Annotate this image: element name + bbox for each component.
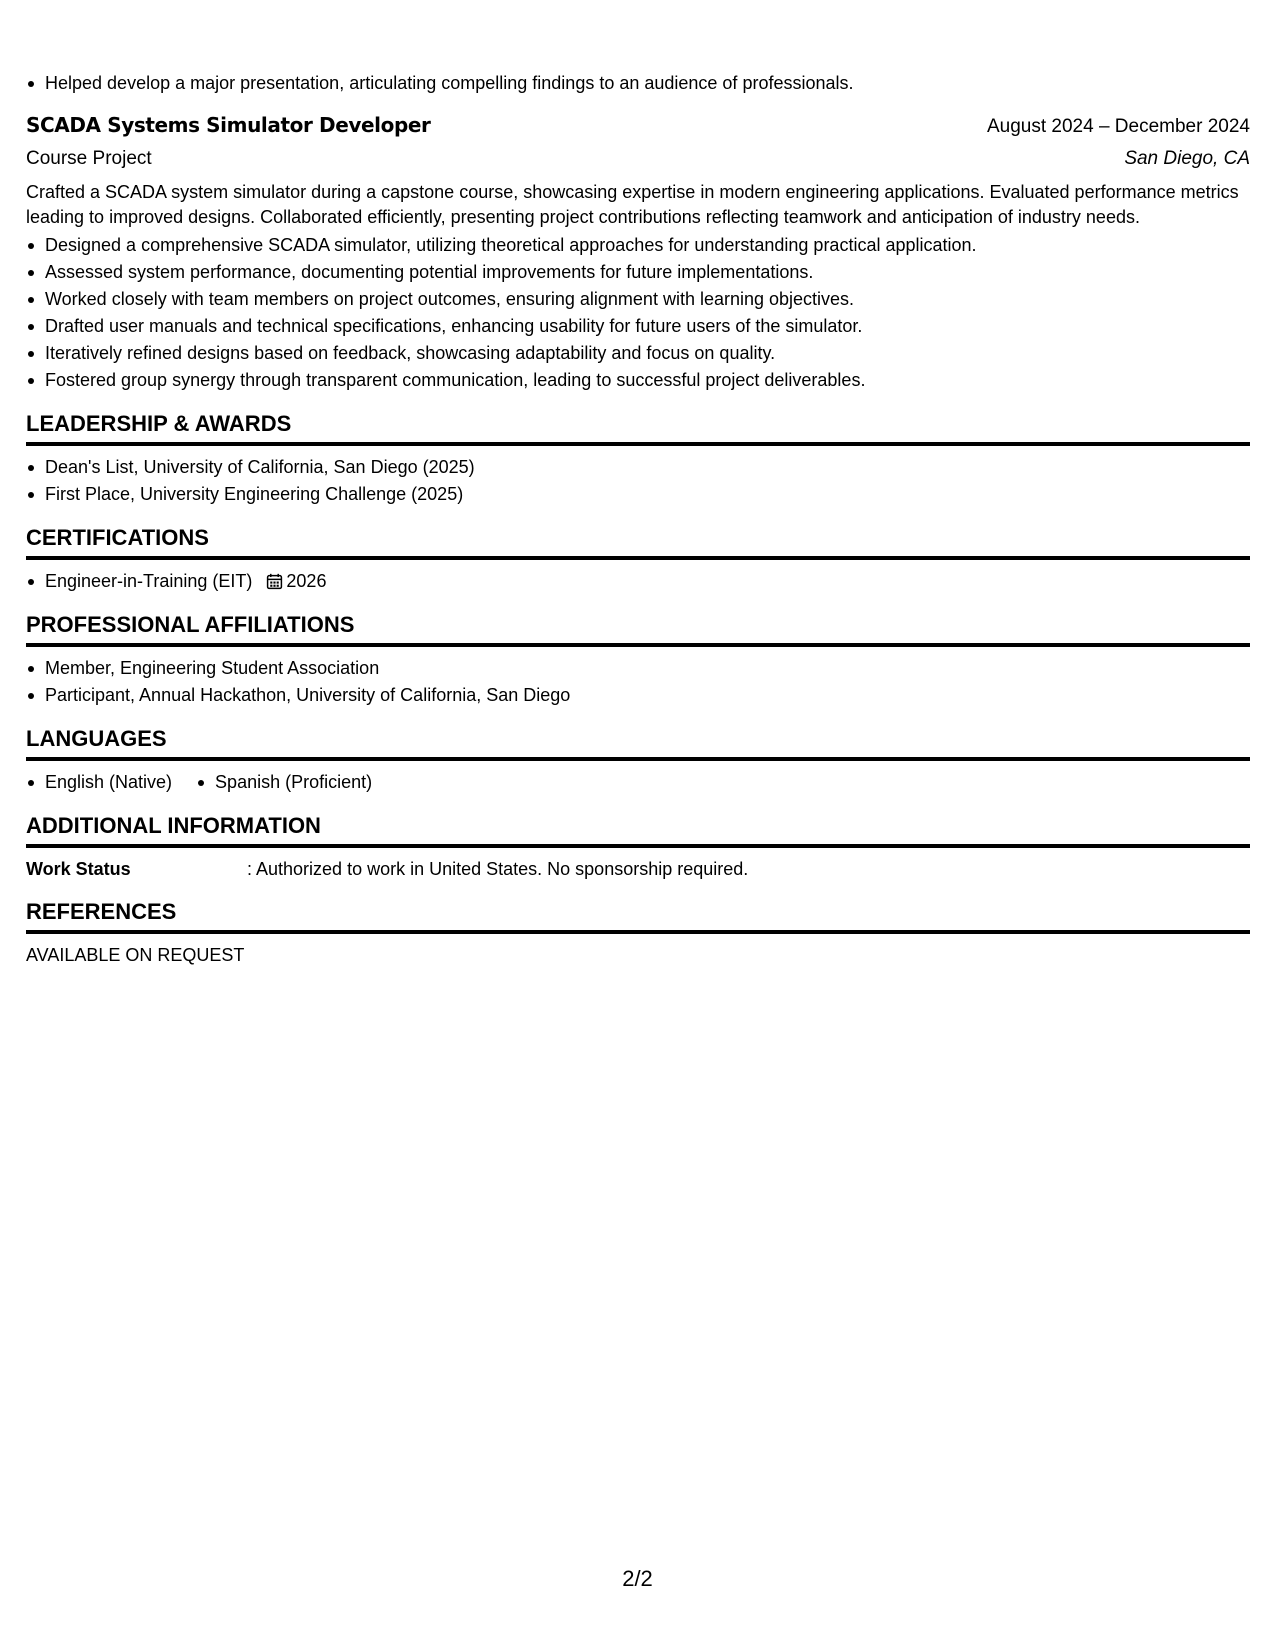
affiliations-list	[26, 655, 1250, 709]
list-item: Worked closely with team members on project outcomes, ensuring alignment with learning objectives.	[26, 286, 1250, 313]
list-item: Helped develop a major presentation, articulating compelling findings to an audience of professionals.	[26, 70, 1250, 97]
job-description: Crafted a SCADA system simulator during a capstone course, showcasing expertise in modern engineering applications. Evaluated performance metrics leading to improved designs. Collaborated efficiently, presenting project contributions reflecting teamwork and anticipation of industry needs.	[26, 182, 1239, 227]
page-number: 2/2	[622, 1566, 653, 1591]
list-item: Member, Engineering Student Association	[26, 655, 1250, 682]
list-item: Designed a comprehensive SCADA simulator, utilizing theoretical approaches for understanding practical application.	[26, 232, 1250, 259]
job-subheader	[26, 143, 1250, 175]
list-item: Fostered group synergy through transparent communication, leading to successful project deliverables.	[26, 367, 1250, 394]
list-item: Participant, Annual Hackathon, University of California, San Diego	[26, 682, 1250, 709]
calendar-icon	[266, 573, 283, 590]
section-heading-affiliations: PROFESSIONAL AFFILIATIONS	[26, 611, 1250, 647]
references-text: AVAILABLE ON REQUEST	[26, 945, 245, 965]
certifications-list	[26, 568, 1250, 595]
list-item: First Place, University Engineering Challenge (2025)	[26, 481, 1250, 508]
list-item: English (Native)	[26, 769, 172, 796]
list-item: Iteratively refined designs based on feedback, showcasing adaptability and focus on quality.	[26, 340, 1250, 367]
certification-year: 2026	[286, 571, 327, 591]
section-heading-leadership: LEADERSHIP & AWARDS	[26, 410, 1250, 446]
list-item: Drafted user manuals and technical specifications, enhancing usability for future users of the simulator.	[26, 313, 1250, 340]
job-organization: Course Project	[26, 148, 152, 169]
section-heading-certifications: CERTIFICATIONS	[26, 524, 1250, 560]
job-title: SCADA Systems Simulator Developer	[26, 113, 431, 137]
job-location: San Diego, CA	[1124, 148, 1250, 169]
job-entry	[26, 109, 1250, 394]
languages-list	[26, 769, 1250, 796]
section-heading-additional-information: ADDITIONAL INFORMATION	[26, 812, 1250, 848]
job-bullets	[26, 232, 1250, 394]
previous-job-bullets	[26, 70, 1250, 97]
work-status-value: : Authorized to work in United States. No sponsorship required.	[247, 859, 749, 879]
certification-date	[266, 568, 326, 595]
resume-page	[26, 70, 1250, 968]
section-heading-languages: LANGUAGES	[26, 725, 1250, 761]
section-heading-references: REFERENCES	[26, 898, 1250, 934]
list-item: Assessed system performance, documenting potential improvements for future implementations.	[26, 259, 1250, 286]
work-status-row	[26, 856, 1250, 882]
list-item: Dean's List, University of California, San Diego (2025)	[26, 454, 1250, 481]
list-item	[26, 568, 1250, 595]
work-status-label: Work Status	[26, 859, 131, 879]
job-header	[26, 109, 1250, 143]
list-item: Spanish (Proficient)	[196, 769, 372, 796]
job-dates: August 2024 – December 2024	[986, 116, 1250, 137]
leadership-list	[26, 454, 1250, 508]
certification-name: Engineer-in-Training (EIT)	[45, 571, 253, 591]
